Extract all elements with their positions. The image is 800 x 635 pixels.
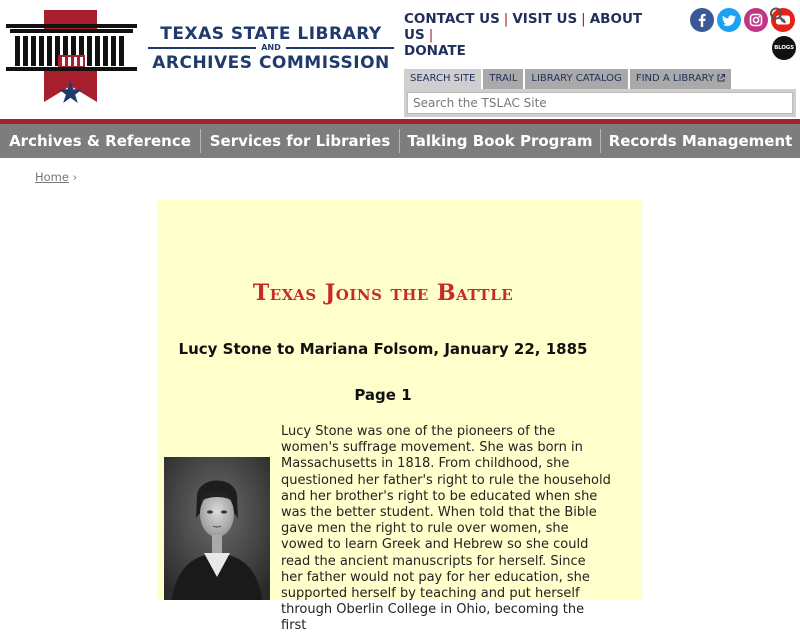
external-link-icon <box>717 70 725 78</box>
search-input[interactable] <box>407 92 793 114</box>
blogs-icon[interactable]: BLOGS <box>772 36 796 60</box>
logo-wordmark[interactable] <box>148 22 394 78</box>
nav-archives-reference[interactable]: Archives & Reference <box>9 132 191 150</box>
main-nav <box>0 124 800 158</box>
twitter-icon[interactable] <box>717 8 741 32</box>
search-icon[interactable] <box>768 6 788 24</box>
logo-line-2: ARCHIVES COMMISSION <box>152 53 390 73</box>
exhibit-title: Texas Joins the Battle <box>252 280 514 306</box>
link-separator: | <box>581 11 586 27</box>
donate-link[interactable]: DONATE <box>404 43 466 59</box>
visit-us-link[interactable]: VISIT US <box>512 11 578 27</box>
nav-records-management[interactable]: Records Management <box>608 132 793 150</box>
logo-rule-right <box>286 47 394 49</box>
breadcrumb-separator: › <box>72 170 78 184</box>
about-us-link[interactable]: ABOUT US <box>404 11 643 43</box>
search-box <box>404 89 796 117</box>
lucy-stone-portrait <box>164 457 270 600</box>
document-title: Lucy Stone to Mariana Folsom, January 22, 1885 <box>178 340 588 358</box>
nav-talking-book-program[interactable]: Talking Book Program <box>407 132 593 150</box>
breadcrumb-home[interactable]: Home <box>35 170 69 184</box>
tab-library-catalog[interactable]: LIBRARY CATALOG <box>525 69 627 89</box>
exhibit-panel <box>157 200 642 634</box>
breadcrumb <box>35 170 77 184</box>
tab-search-site[interactable]: SEARCH SITE <box>404 69 481 89</box>
tslac-logo-icon[interactable] <box>6 10 137 106</box>
logo-and: AND <box>261 43 281 52</box>
page-number: Page 1 <box>354 386 412 404</box>
logo-line-1: TEXAS STATE LIBRARY <box>160 24 382 44</box>
link-separator: | <box>503 11 509 27</box>
tab-find-a-library[interactable] <box>630 69 731 89</box>
tab-trail[interactable]: TRAIL <box>483 69 523 89</box>
nav-services-for-libraries[interactable]: Services for Libraries <box>209 132 391 150</box>
facebook-icon[interactable] <box>690 8 714 32</box>
tab-find-a-library-label: FIND A LIBRARY <box>635 73 715 84</box>
search-tabs <box>404 69 731 89</box>
link-separator: | <box>428 27 434 43</box>
instagram-icon[interactable] <box>744 8 768 32</box>
contact-us-link[interactable]: CONTACT US <box>404 11 500 27</box>
site-header <box>0 0 800 118</box>
exhibit-body-text: Lucy Stone was one of the pioneers of the women's suffrage movement. She was born in Massachusetts in 1818. From childhood, she questioned her father's right to rule the household and her brother's right to be educated when she was the better student. When told that the Bible gave men the right to rule over women, she vowed to learn Greek and Hebrew so she could read the ancient manuscripts for herself. Since her father would not pay for her education, she supported herself by teaching and put herself through Oberlin College in Ohio, becoming the first <box>281 424 611 634</box>
utility-links <box>404 11 674 59</box>
